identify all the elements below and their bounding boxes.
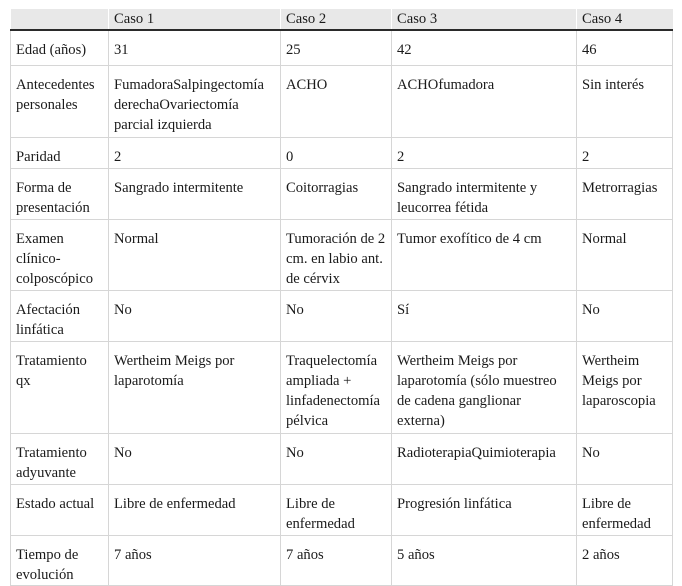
cell-case-1: Libre de enfermedad	[109, 485, 281, 536]
cell-case-1: 7 años	[109, 536, 281, 586]
table-header	[11, 9, 673, 30]
cell-case-1: Sangrado intermitente	[109, 169, 281, 220]
header-case-2: Caso 2	[281, 9, 392, 30]
row-label: Tratamiento qx	[11, 342, 109, 434]
cell-case-2: No	[281, 291, 392, 342]
table-row-examen	[11, 220, 673, 291]
table-body	[11, 30, 673, 586]
cell-case-1: Normal	[109, 220, 281, 291]
cell-case-2: Coitorragias	[281, 169, 392, 220]
table-row-tiempo-evolucion	[11, 536, 673, 586]
table-row-tratamiento-qx	[11, 342, 673, 434]
cell-case-4: Normal	[577, 220, 673, 291]
cell-case-4: Wertheim Meigs por laparoscopia	[577, 342, 673, 434]
row-label: Examen clínico-colposcópico	[11, 220, 109, 291]
cell-case-3: 2	[392, 138, 577, 169]
row-label: Estado actual	[11, 485, 109, 536]
case-comparison-table	[10, 9, 673, 586]
cell-case-1: FumadoraSalpingectomía derechaOvariectomía parcial izquierda	[109, 66, 281, 138]
header-row	[11, 9, 673, 30]
table-row-afectacion-linfatica	[11, 291, 673, 342]
header-case-1: Caso 1	[109, 9, 281, 30]
table-row-edad	[11, 30, 673, 66]
cell-case-4: 2	[577, 138, 673, 169]
cell-case-3: Wertheim Meigs por laparotomía (sólo muestreo de cadena ganglionar externa)	[392, 342, 577, 434]
cell-case-2: Traquelectomía ampliada + linfadenectomía pélvica	[281, 342, 392, 434]
row-label: Edad (años)	[11, 30, 109, 66]
row-label: Antecedentes personales	[11, 66, 109, 138]
cell-case-2: 0	[281, 138, 392, 169]
cell-case-2: 7 años	[281, 536, 392, 586]
cell-case-4: 2 años	[577, 536, 673, 586]
cell-case-3: RadioterapiaQuimioterapia	[392, 434, 577, 485]
cell-case-3: Sí	[392, 291, 577, 342]
cell-case-4: No	[577, 291, 673, 342]
table-row-estado-actual	[11, 485, 673, 536]
header-case-4: Caso 4	[577, 9, 673, 30]
header-corner-cell	[11, 9, 109, 30]
row-label: Tratamiento adyuvante	[11, 434, 109, 485]
cell-case-2: Libre de enfermedad	[281, 485, 392, 536]
cell-case-4: Sin interés	[577, 66, 673, 138]
cell-case-3: Tumor exofítico de 4 cm	[392, 220, 577, 291]
header-case-3: Caso 3	[392, 9, 577, 30]
cell-case-2: 25	[281, 30, 392, 66]
table-row-forma-presentacion	[11, 169, 673, 220]
cell-case-2: Tumoración de 2 cm. en labio ant. de cérvix	[281, 220, 392, 291]
cell-case-1: Wertheim Meigs por laparotomía	[109, 342, 281, 434]
cell-case-3: Sangrado intermitente y leucorrea fétida	[392, 169, 577, 220]
cell-case-2: No	[281, 434, 392, 485]
cell-case-1: No	[109, 434, 281, 485]
cell-case-1: No	[109, 291, 281, 342]
cell-case-1: 31	[109, 30, 281, 66]
table-row-paridad	[11, 138, 673, 169]
row-label: Forma de presentación	[11, 169, 109, 220]
case-comparison-table-wrapper	[10, 9, 672, 586]
cell-case-1: 2	[109, 138, 281, 169]
cell-case-4: Libre de enfermedad	[577, 485, 673, 536]
cell-case-4: 46	[577, 30, 673, 66]
cell-case-3: 42	[392, 30, 577, 66]
row-label: Afectación linfática	[11, 291, 109, 342]
table-row-antecedentes	[11, 66, 673, 138]
cell-case-3: ACHOfumadora	[392, 66, 577, 138]
table-row-tratamiento-adyuvante	[11, 434, 673, 485]
cell-case-3: Progresión linfática	[392, 485, 577, 536]
cell-case-4: No	[577, 434, 673, 485]
row-label: Tiempo de evolución	[11, 536, 109, 586]
row-label: Paridad	[11, 138, 109, 169]
cell-case-3: 5 años	[392, 536, 577, 586]
cell-case-2: ACHO	[281, 66, 392, 138]
cell-case-4: Metrorragias	[577, 169, 673, 220]
